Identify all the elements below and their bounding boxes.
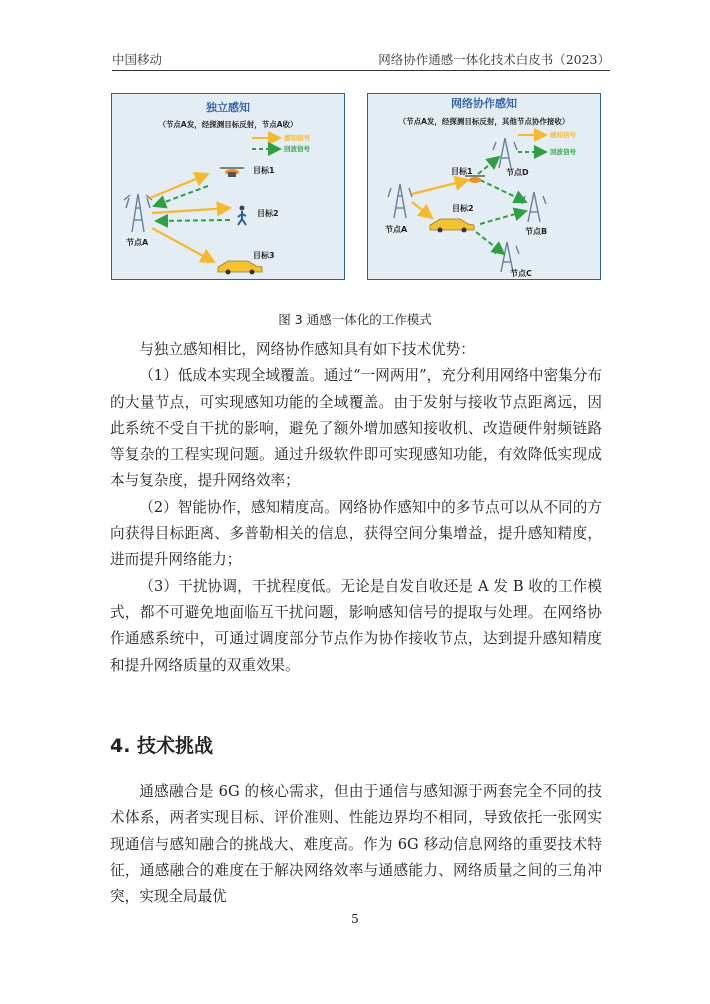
legend (252, 133, 311, 153)
car-icon (218, 261, 262, 275)
node-b-label: 节点B (525, 227, 548, 236)
drone-icon (220, 168, 244, 177)
paragraph: 与独立感知相比，网络协作感知具有如下技术优势： (139, 341, 475, 358)
target1-label: 目标1 (253, 166, 275, 175)
tower-icon (493, 138, 517, 168)
tower-icon (124, 194, 152, 232)
figure-caption: 图 3 通感一体化的工作模式 (278, 312, 432, 327)
node-c-label: 节点C (510, 269, 532, 278)
car-icon (430, 219, 474, 233)
tower-icon (522, 192, 546, 222)
target2-label: 目标2 (257, 209, 279, 218)
tower-icon (388, 184, 412, 218)
body-text (110, 779, 602, 910)
person-icon (238, 206, 246, 226)
tower-icon (495, 242, 519, 272)
page-number: 5 (351, 912, 359, 926)
legend-sense-label: 感知信号 (550, 131, 576, 139)
page-header (112, 48, 610, 71)
figure-right-title: 网络协作感知 (451, 97, 517, 110)
figure-independent-sensing (111, 93, 345, 280)
body-text (110, 337, 602, 679)
node-a-label: 节点A (385, 225, 408, 234)
target1-label: 目标1 (451, 167, 473, 176)
figure-left-title: 独立感知 (206, 101, 250, 114)
legend-sense-label: 感知信号 (284, 134, 310, 142)
paragraph: 通感融合是 6G 的核心需求，但由于通信与感知源于两套完全不同的技术体系，两者实现目标、评价准则、性能边界均不相同，导致依托一张网实现通信与感知融合的挑战大、难度高。作为 6G 移动信息网络的重要技术特征，通感融合的难度在于解决网络效率与通感能力、网络质量之间的三角冲突，实现全局最优 (110, 783, 602, 906)
legend-echo-label: 回波信号 (550, 148, 576, 156)
target3-label: 目标3 (253, 251, 275, 260)
node-d-label: 节点D (506, 168, 529, 177)
header-doc-title: 网络协作通感一体化技术白皮书（2023） (378, 52, 610, 67)
section-heading: 4. 技术挑战 (110, 735, 214, 757)
figure-left-subtitle: （节点A发，经探测目标反射，节点A收） (158, 120, 298, 129)
figure-right-subtitle: （节点A发，经探测目标反射，其他节点协作接收） (398, 117, 570, 126)
figure-cooperative-sensing (367, 93, 601, 280)
legend-echo-label: 回波信号 (284, 145, 310, 153)
target2-label: 目标2 (452, 204, 474, 213)
node-a-label: 节点A (126, 238, 149, 247)
paragraph: （2）智能协作，感知精度高。网络协作感知中的多节点可以从不同的方向获得目标距离、多普勒相关的信息，获得空间分集增益，提升感知精度，进而提升网络能力； (110, 498, 602, 569)
paragraph: （1）低成本实现全域覆盖。通过“一网两用”，充分利用网络中密集分布的大量节点，可实现感知功能的全域覆盖。由于发射与接收节点距离远，因此系统不受自干扰的影响，避免了额外增加感知接收机、改造硬件射频链路等复杂的工程实现问题。通过升级软件即可实现感知功能，有效降低实现成本与复杂度，提升网络效率； (110, 367, 602, 490)
header-org: 中国移动 (112, 52, 163, 67)
legend (518, 130, 577, 156)
paragraph: （3）干扰协调，干扰程度低。无论是自发自收还是 A 发 B 收的工作模式，都不可避免地面临互干扰问题，影响感知信号的提取与处理。在网络协作通感系统中，可通过调度部分节点作为协作接收节点，达到提升感知精度和提升网络质量的双重效果。 (110, 577, 602, 674)
